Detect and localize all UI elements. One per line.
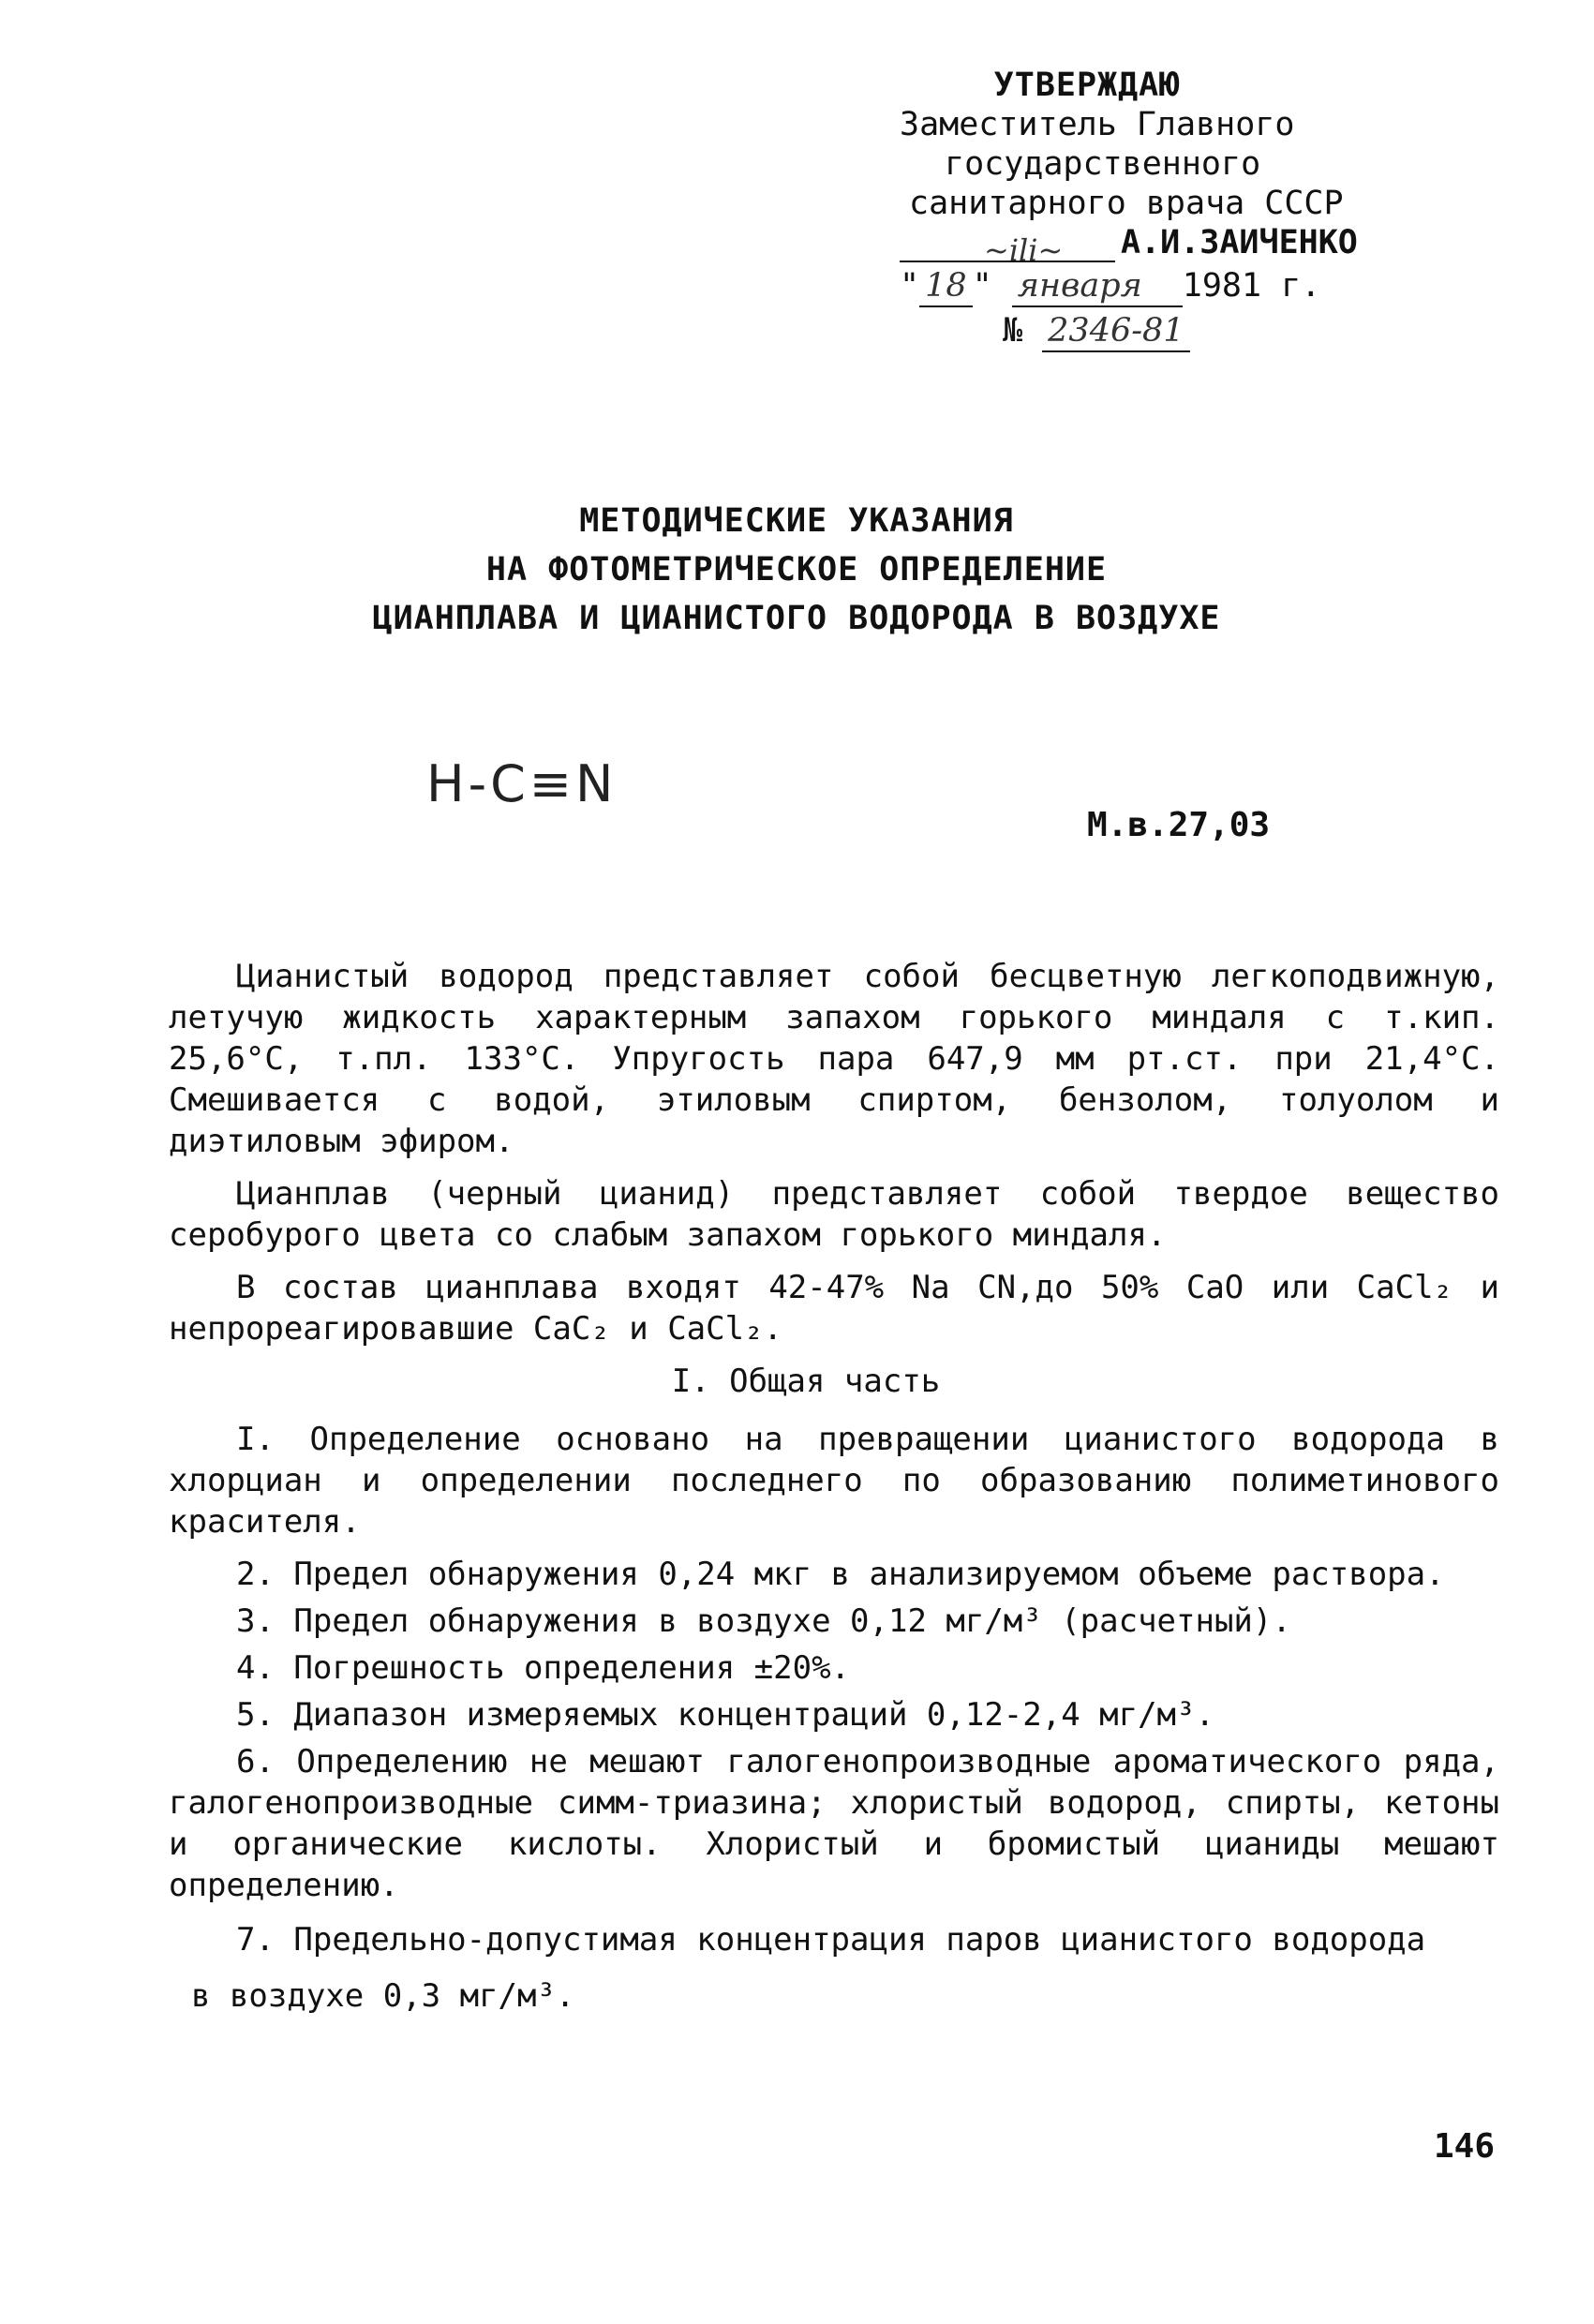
approval-heading: УТВЕРЖДАЮ bbox=[993, 67, 1181, 104]
date-month: января bbox=[1012, 266, 1183, 307]
number-sign: № bbox=[1003, 312, 1023, 350]
signer-name: А.И.ЗАИЧЕНКО bbox=[1121, 224, 1358, 261]
document-title bbox=[281, 497, 1312, 643]
approval-line-3: санитарного врача СССР bbox=[909, 185, 1344, 222]
list-item: 7. Предельно-допустимая концентрация паров цианистого водорода bbox=[236, 1921, 1426, 1959]
date-year: 1981 г. bbox=[1182, 267, 1321, 305]
number-value: 2346-81 bbox=[1042, 311, 1189, 352]
approval-date bbox=[900, 266, 1424, 307]
list-item: 2. Предел обнаружения 0,24 мкг в анализируемом объеме раствора. bbox=[236, 1556, 1445, 1593]
list-item: 4. Погрешность определения ±20%. bbox=[236, 1649, 851, 1687]
signature-row bbox=[900, 223, 1424, 268]
date-day: 18 bbox=[919, 266, 973, 307]
title-line-3: ЦИАНПЛАВА И ЦИАНИСТОГО ВОДОРОДА В ВОЗДУХЕ bbox=[372, 600, 1221, 637]
list-item: I. Определение основано на превращении цианистого водорода в хлорциан и определении последнего по образованию полиметинового красителя. bbox=[169, 1421, 1499, 1541]
date-close-quote: " bbox=[972, 267, 992, 305]
handwritten-signature: ~ili~ bbox=[984, 232, 1064, 268]
document-number bbox=[900, 311, 1424, 352]
list-item: 3. Предел обнаружения в воздухе 0,12 мг/м³ (расчетный). bbox=[236, 1602, 1291, 1640]
paragraph-description: Цианистый водород представляет собой бесцветную легкоподвижную, летучую жидкость характерным запахом горького миндаля с т.кип. 25,6°С, т.пл. 133°С. Упругость пара 647,9 мм рт.ст. при 21,4°С. Смешивается с водой, этиловым спиртом, бензолом, толуолом и диэтиловым эфиром. bbox=[169, 958, 1499, 1160]
title-line-2: НА ФОТОМЕТРИЧЕСКОЕ ОПРЕДЕЛЕНИЕ bbox=[485, 551, 1108, 588]
approval-line-2: государственного bbox=[945, 145, 1261, 183]
molecular-weight: М.в.27,03 bbox=[1087, 806, 1271, 844]
chemical-formula: H-C≡N bbox=[426, 754, 618, 813]
approval-block bbox=[900, 66, 1424, 352]
document-body bbox=[169, 956, 1499, 2022]
approval-line-1: Заместитель Главного bbox=[900, 106, 1295, 143]
list-item-continuation: в воздухе 0,3 мг/м³. bbox=[191, 1977, 575, 2015]
page-number: 146 bbox=[1434, 2127, 1496, 2166]
paragraph-composition: В состав цианплава входят 42-47% Na CN,до 50% CaO или CaCl₂ и непрореагировавшие CaC₂ и CaCl₂. bbox=[169, 1269, 1499, 1348]
title-line-1: МЕТОДИЧЕСКИЕ УКАЗАНИЯ bbox=[579, 502, 1014, 540]
paragraph-cyanplav: Цианплав (черный цианид) представляет собой твердое вещество серобурого цвета со слабым запахом горького миндаля. bbox=[169, 1175, 1499, 1254]
signature-line bbox=[900, 229, 1115, 268]
date-open-quote: " bbox=[900, 267, 920, 305]
list-item: 6. Определению не мешают галогенопроизводные ароматического ряда, галогенопроизводные симм-триазина; хлористый водород, спирты, кетоны и органические кислоты. Хлористый и бромистый цианиды мешают определению. bbox=[169, 1743, 1499, 1904]
section-title: I. Общая часть bbox=[671, 1363, 941, 1400]
list-item: 5. Диапазон измеряемых концентраций 0,12-2,4 мг/м³. bbox=[236, 1696, 1214, 1734]
